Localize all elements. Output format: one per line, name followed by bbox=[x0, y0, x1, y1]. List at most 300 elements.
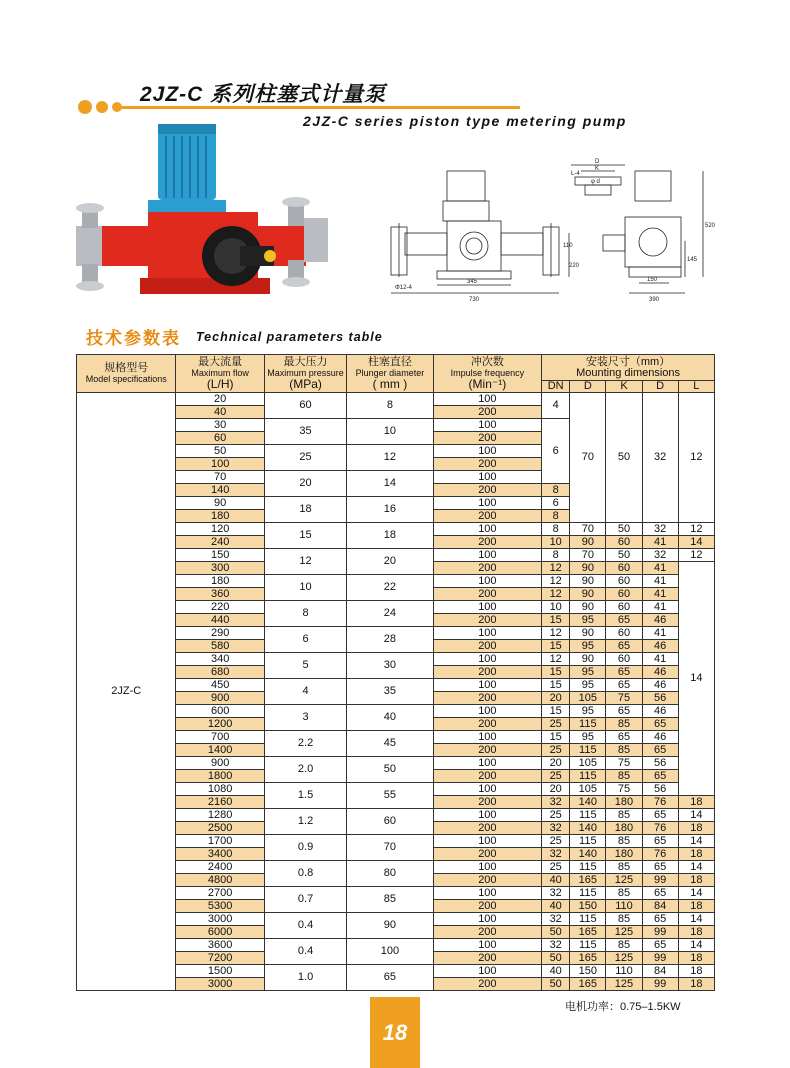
pressure-cell: 2.0 bbox=[264, 757, 346, 783]
plunger-cell: 100 bbox=[347, 939, 433, 965]
d2-cell: 99 bbox=[642, 952, 678, 965]
l-cell: 18 bbox=[678, 952, 714, 965]
frequency-cell: 100 bbox=[433, 705, 542, 718]
plunger-cell: 45 bbox=[347, 731, 433, 757]
motor-power-note: 电机功率：0.75–1.5KW bbox=[565, 1001, 681, 1013]
k-cell: 85 bbox=[606, 913, 642, 926]
dn-cell: 6 bbox=[542, 419, 570, 484]
d2-cell: 41 bbox=[642, 575, 678, 588]
k-cell: 180 bbox=[606, 822, 642, 835]
frequency-cell: 100 bbox=[433, 575, 542, 588]
d2-cell: 41 bbox=[642, 562, 678, 575]
d1-cell: 70 bbox=[570, 523, 606, 536]
l-cell: 14 bbox=[678, 887, 714, 900]
flow-cell: 1500 bbox=[176, 965, 264, 978]
d1-cell: 95 bbox=[570, 679, 606, 692]
frequency-cell: 200 bbox=[433, 822, 542, 835]
plunger-cell: 14 bbox=[347, 471, 433, 497]
frequency-cell: 200 bbox=[433, 562, 542, 575]
k-cell: 60 bbox=[606, 588, 642, 601]
section-title: 技术参数表 bbox=[86, 329, 181, 348]
flow-cell: 2160 bbox=[176, 796, 264, 809]
dn-cell: 10 bbox=[542, 536, 570, 549]
k-cell: 125 bbox=[606, 978, 642, 991]
frequency-cell: 200 bbox=[433, 614, 542, 627]
frequency-cell: 200 bbox=[433, 796, 542, 809]
k-cell: 60 bbox=[606, 627, 642, 640]
plunger-cell: 10 bbox=[347, 419, 433, 445]
dn-cell: 15 bbox=[542, 640, 570, 653]
dn-cell: 25 bbox=[542, 861, 570, 874]
frequency-cell: 100 bbox=[433, 601, 542, 614]
flow-cell: 240 bbox=[176, 536, 264, 549]
frequency-cell: 200 bbox=[433, 640, 542, 653]
frequency-cell: 200 bbox=[433, 666, 542, 679]
pressure-cell: 1.5 bbox=[264, 783, 346, 809]
dim-145: 145 bbox=[687, 257, 698, 263]
pressure-cell: 8 bbox=[264, 601, 346, 627]
d1-cell: 115 bbox=[570, 718, 606, 731]
flow-cell: 450 bbox=[176, 679, 264, 692]
dim-k: K bbox=[595, 166, 600, 172]
l-cell: 14 bbox=[678, 913, 714, 926]
frequency-cell: 200 bbox=[433, 458, 542, 471]
plunger-cell: 50 bbox=[347, 757, 433, 783]
dim-150: 150 bbox=[647, 277, 658, 283]
plunger-cell: 85 bbox=[347, 887, 433, 913]
d2-cell: 65 bbox=[642, 718, 678, 731]
d1-cell: 95 bbox=[570, 640, 606, 653]
l-cell: 18 bbox=[678, 965, 714, 978]
flow-cell: 20 bbox=[176, 393, 264, 406]
pressure-cell: 25 bbox=[264, 445, 346, 471]
plunger-cell: 90 bbox=[347, 913, 433, 939]
pressure-cell: 60 bbox=[264, 393, 346, 419]
flow-cell: 2400 bbox=[176, 861, 264, 874]
d1-cell: 115 bbox=[570, 770, 606, 783]
l-cell: 14 bbox=[678, 809, 714, 822]
frequency-cell: 100 bbox=[433, 523, 542, 536]
k-cell: 125 bbox=[606, 874, 642, 887]
flow-cell: 150 bbox=[176, 549, 264, 562]
page-number: 18 bbox=[370, 997, 420, 1068]
dim-d: D bbox=[595, 159, 600, 165]
d2-cell: 41 bbox=[642, 653, 678, 666]
frequency-cell: 200 bbox=[433, 952, 542, 965]
header-model: 规格型号 Model specifications bbox=[77, 355, 176, 393]
dot-icon bbox=[96, 101, 108, 113]
plunger-cell: 20 bbox=[347, 549, 433, 575]
d1-cell: 115 bbox=[570, 887, 606, 900]
dn-cell: 40 bbox=[542, 874, 570, 887]
k-cell: 85 bbox=[606, 835, 642, 848]
d1-cell: 115 bbox=[570, 744, 606, 757]
d1-cell: 70 bbox=[570, 549, 606, 562]
dn-cell: 32 bbox=[542, 913, 570, 926]
frequency-cell: 200 bbox=[433, 536, 542, 549]
k-cell: 65 bbox=[606, 614, 642, 627]
flow-cell: 1080 bbox=[176, 783, 264, 796]
d1-cell: 140 bbox=[570, 848, 606, 861]
k-cell: 85 bbox=[606, 939, 642, 952]
dot-icon bbox=[78, 100, 92, 114]
d2-cell: 65 bbox=[642, 809, 678, 822]
dimension-drawing bbox=[385, 153, 715, 305]
dn-cell: 12 bbox=[542, 562, 570, 575]
dn-cell: 25 bbox=[542, 809, 570, 822]
frequency-cell: 100 bbox=[433, 653, 542, 666]
d1-cell: 140 bbox=[570, 822, 606, 835]
frequency-cell: 100 bbox=[433, 861, 542, 874]
dim-730: 730 bbox=[469, 297, 480, 303]
plunger-cell: 16 bbox=[347, 497, 433, 523]
d1-cell: 150 bbox=[570, 900, 606, 913]
k-cell: 65 bbox=[606, 705, 642, 718]
d1-cell: 70 bbox=[570, 393, 606, 523]
k-cell: 60 bbox=[606, 536, 642, 549]
dn-cell: 12 bbox=[542, 653, 570, 666]
d2-cell: 32 bbox=[642, 393, 678, 523]
flow-cell: 120 bbox=[176, 523, 264, 536]
dn-cell: 12 bbox=[542, 575, 570, 588]
d2-cell: 46 bbox=[642, 731, 678, 744]
flow-cell: 2700 bbox=[176, 887, 264, 900]
k-cell: 180 bbox=[606, 848, 642, 861]
d2-cell: 56 bbox=[642, 783, 678, 796]
frequency-cell: 100 bbox=[433, 549, 542, 562]
dn-cell: 32 bbox=[542, 887, 570, 900]
dim-bolt: Φ12-4 bbox=[395, 285, 412, 291]
l-cell: 14 bbox=[678, 861, 714, 874]
d1-cell: 90 bbox=[570, 588, 606, 601]
d2-cell: 65 bbox=[642, 887, 678, 900]
d2-cell: 84 bbox=[642, 965, 678, 978]
dn-cell: 8 bbox=[542, 549, 570, 562]
d1-cell: 95 bbox=[570, 614, 606, 627]
pressure-cell: 3 bbox=[264, 705, 346, 731]
pressure-cell: 4 bbox=[264, 679, 346, 705]
d1-cell: 105 bbox=[570, 783, 606, 796]
d1-cell: 90 bbox=[570, 575, 606, 588]
pressure-cell: 35 bbox=[264, 419, 346, 445]
k-cell: 180 bbox=[606, 796, 642, 809]
header-d1: D bbox=[570, 381, 606, 393]
frequency-cell: 100 bbox=[433, 835, 542, 848]
frequency-cell: 200 bbox=[433, 432, 542, 445]
d2-cell: 46 bbox=[642, 666, 678, 679]
pressure-cell: 0.4 bbox=[264, 939, 346, 965]
dn-cell: 12 bbox=[542, 588, 570, 601]
pressure-cell: 6 bbox=[264, 627, 346, 653]
d2-cell: 65 bbox=[642, 913, 678, 926]
l-cell: 12 bbox=[678, 523, 714, 536]
d2-cell: 56 bbox=[642, 757, 678, 770]
plunger-cell: 70 bbox=[347, 835, 433, 861]
pressure-cell: 0.9 bbox=[264, 835, 346, 861]
k-cell: 85 bbox=[606, 809, 642, 822]
pump-photo bbox=[70, 118, 332, 313]
pressure-cell: 1.2 bbox=[264, 809, 346, 835]
frequency-cell: 200 bbox=[433, 770, 542, 783]
flow-cell: 1400 bbox=[176, 744, 264, 757]
k-cell: 125 bbox=[606, 952, 642, 965]
l-cell: 18 bbox=[678, 796, 714, 809]
pressure-cell: 0.8 bbox=[264, 861, 346, 887]
dn-cell: 32 bbox=[542, 796, 570, 809]
d2-cell: 76 bbox=[642, 796, 678, 809]
dn-cell: 40 bbox=[542, 965, 570, 978]
plunger-cell: 60 bbox=[347, 809, 433, 835]
d2-cell: 65 bbox=[642, 770, 678, 783]
l-cell: 18 bbox=[678, 900, 714, 913]
dn-cell: 20 bbox=[542, 757, 570, 770]
flow-cell: 340 bbox=[176, 653, 264, 666]
l-cell: 14 bbox=[678, 939, 714, 952]
flow-cell: 360 bbox=[176, 588, 264, 601]
d1-cell: 95 bbox=[570, 666, 606, 679]
dn-cell: 10 bbox=[542, 601, 570, 614]
k-cell: 65 bbox=[606, 666, 642, 679]
flow-cell: 290 bbox=[176, 627, 264, 640]
k-cell: 60 bbox=[606, 653, 642, 666]
flow-cell: 3400 bbox=[176, 848, 264, 861]
frequency-cell: 100 bbox=[433, 497, 542, 510]
flow-cell: 5300 bbox=[176, 900, 264, 913]
frequency-cell: 100 bbox=[433, 445, 542, 458]
d1-cell: 90 bbox=[570, 536, 606, 549]
flow-cell: 1280 bbox=[176, 809, 264, 822]
flow-cell: 50 bbox=[176, 445, 264, 458]
header-l: L bbox=[678, 381, 714, 393]
pressure-cell: 5 bbox=[264, 653, 346, 679]
pressure-cell: 10 bbox=[264, 575, 346, 601]
flow-cell: 4800 bbox=[176, 874, 264, 887]
dn-cell: 8 bbox=[542, 484, 570, 497]
frequency-cell: 200 bbox=[433, 406, 542, 419]
l-cell: 14 bbox=[678, 562, 714, 796]
dn-cell: 15 bbox=[542, 614, 570, 627]
d1-cell: 90 bbox=[570, 601, 606, 614]
k-cell: 60 bbox=[606, 601, 642, 614]
dn-cell: 15 bbox=[542, 705, 570, 718]
flow-cell: 1800 bbox=[176, 770, 264, 783]
frequency-cell: 100 bbox=[433, 471, 542, 484]
k-cell: 110 bbox=[606, 965, 642, 978]
frequency-cell: 200 bbox=[433, 744, 542, 757]
dn-cell: 15 bbox=[542, 731, 570, 744]
d2-cell: 56 bbox=[642, 692, 678, 705]
plunger-cell: 30 bbox=[347, 653, 433, 679]
k-cell: 60 bbox=[606, 562, 642, 575]
dn-cell: 25 bbox=[542, 718, 570, 731]
frequency-cell: 100 bbox=[433, 731, 542, 744]
dn-cell: 40 bbox=[542, 900, 570, 913]
l-cell: 14 bbox=[678, 835, 714, 848]
l-cell: 18 bbox=[678, 926, 714, 939]
pressure-cell: 12 bbox=[264, 549, 346, 575]
d2-cell: 65 bbox=[642, 861, 678, 874]
frequency-cell: 100 bbox=[433, 679, 542, 692]
flow-cell: 440 bbox=[176, 614, 264, 627]
l-cell: 18 bbox=[678, 822, 714, 835]
k-cell: 85 bbox=[606, 887, 642, 900]
frequency-cell: 100 bbox=[433, 783, 542, 796]
model-cell: 2JZ-C bbox=[77, 393, 176, 991]
frequency-cell: 200 bbox=[433, 900, 542, 913]
d2-cell: 41 bbox=[642, 536, 678, 549]
k-cell: 50 bbox=[606, 549, 642, 562]
plunger-cell: 55 bbox=[347, 783, 433, 809]
dn-cell: 50 bbox=[542, 926, 570, 939]
dim-220: 220 bbox=[569, 263, 580, 269]
frequency-cell: 200 bbox=[433, 926, 542, 939]
d2-cell: 46 bbox=[642, 640, 678, 653]
header-pressure: 最大压力 Maximum pressure (MPa) bbox=[264, 355, 346, 393]
table-body bbox=[77, 393, 715, 991]
frequency-cell: 100 bbox=[433, 757, 542, 770]
d1-cell: 105 bbox=[570, 692, 606, 705]
header-frequency: 冲次数 Impulse frequency (Min⁻¹) bbox=[433, 355, 542, 393]
d2-cell: 46 bbox=[642, 614, 678, 627]
frequency-cell: 100 bbox=[433, 965, 542, 978]
d1-cell: 95 bbox=[570, 705, 606, 718]
header-flow: 最大流量 Maximum flow (L/H) bbox=[176, 355, 264, 393]
flow-cell: 700 bbox=[176, 731, 264, 744]
d2-cell: 65 bbox=[642, 744, 678, 757]
flow-cell: 3000 bbox=[176, 913, 264, 926]
flow-cell: 70 bbox=[176, 471, 264, 484]
k-cell: 65 bbox=[606, 679, 642, 692]
d2-cell: 41 bbox=[642, 588, 678, 601]
d1-cell: 115 bbox=[570, 939, 606, 952]
header-d2: D bbox=[642, 381, 678, 393]
flow-cell: 7200 bbox=[176, 952, 264, 965]
d2-cell: 41 bbox=[642, 601, 678, 614]
frequency-cell: 200 bbox=[433, 484, 542, 497]
d1-cell: 90 bbox=[570, 627, 606, 640]
dn-cell: 32 bbox=[542, 939, 570, 952]
header-k: K bbox=[606, 381, 642, 393]
frequency-cell: 100 bbox=[433, 939, 542, 952]
d2-cell: 99 bbox=[642, 926, 678, 939]
d2-cell: 76 bbox=[642, 848, 678, 861]
flow-cell: 900 bbox=[176, 757, 264, 770]
dn-cell: 8 bbox=[542, 510, 570, 523]
flow-cell: 220 bbox=[176, 601, 264, 614]
flow-cell: 180 bbox=[176, 510, 264, 523]
frequency-cell: 200 bbox=[433, 848, 542, 861]
pressure-cell: 18 bbox=[264, 497, 346, 523]
header-dn: DN bbox=[542, 381, 570, 393]
frequency-cell: 100 bbox=[433, 913, 542, 926]
frequency-cell: 100 bbox=[433, 809, 542, 822]
table-row bbox=[77, 393, 715, 406]
frequency-cell: 200 bbox=[433, 978, 542, 991]
header-dots bbox=[78, 97, 122, 117]
frequency-cell: 200 bbox=[433, 692, 542, 705]
l-cell: 12 bbox=[678, 393, 714, 523]
dim-phi-d: φ d bbox=[591, 179, 600, 185]
pressure-cell: 1.0 bbox=[264, 965, 346, 991]
pressure-cell: 0.4 bbox=[264, 913, 346, 939]
d2-cell: 99 bbox=[642, 874, 678, 887]
l-cell: 18 bbox=[678, 848, 714, 861]
k-cell: 85 bbox=[606, 718, 642, 731]
flow-cell: 600 bbox=[176, 705, 264, 718]
flow-cell: 100 bbox=[176, 458, 264, 471]
page-subtitle: 2JZ-C series piston type metering pump bbox=[303, 113, 627, 129]
k-cell: 65 bbox=[606, 640, 642, 653]
plunger-cell: 18 bbox=[347, 523, 433, 549]
plunger-cell: 28 bbox=[347, 627, 433, 653]
k-cell: 65 bbox=[606, 731, 642, 744]
pressure-cell: 0.7 bbox=[264, 887, 346, 913]
d1-cell: 115 bbox=[570, 809, 606, 822]
dim-345: 345 bbox=[467, 279, 478, 285]
frequency-cell: 100 bbox=[433, 393, 542, 406]
l-cell: 14 bbox=[678, 536, 714, 549]
d2-cell: 32 bbox=[642, 549, 678, 562]
d1-cell: 90 bbox=[570, 653, 606, 666]
frequency-cell: 200 bbox=[433, 510, 542, 523]
flow-cell: 40 bbox=[176, 406, 264, 419]
k-cell: 125 bbox=[606, 926, 642, 939]
k-cell: 60 bbox=[606, 575, 642, 588]
l-cell: 18 bbox=[678, 874, 714, 887]
page-title: 2JZ-C 系列柱塞式计量泵 bbox=[140, 83, 387, 106]
d2-cell: 32 bbox=[642, 523, 678, 536]
flow-cell: 2500 bbox=[176, 822, 264, 835]
d1-cell: 115 bbox=[570, 913, 606, 926]
plunger-cell: 12 bbox=[347, 445, 433, 471]
flow-cell: 680 bbox=[176, 666, 264, 679]
dn-cell: 50 bbox=[542, 978, 570, 991]
k-cell: 110 bbox=[606, 900, 642, 913]
d2-cell: 76 bbox=[642, 822, 678, 835]
flow-cell: 1700 bbox=[176, 835, 264, 848]
pressure-cell: 20 bbox=[264, 471, 346, 497]
d1-cell: 90 bbox=[570, 562, 606, 575]
d2-cell: 65 bbox=[642, 939, 678, 952]
plunger-cell: 80 bbox=[347, 861, 433, 887]
dn-cell: 25 bbox=[542, 744, 570, 757]
parameters-table bbox=[76, 354, 715, 991]
d1-cell: 165 bbox=[570, 926, 606, 939]
d1-cell: 150 bbox=[570, 965, 606, 978]
d2-cell: 99 bbox=[642, 978, 678, 991]
pressure-cell: 2.2 bbox=[264, 731, 346, 757]
section-subtitle: Technical parameters table bbox=[196, 330, 383, 344]
dn-cell: 32 bbox=[542, 848, 570, 861]
frequency-cell: 100 bbox=[433, 627, 542, 640]
d2-cell: 65 bbox=[642, 835, 678, 848]
dn-cell: 15 bbox=[542, 679, 570, 692]
dn-cell: 50 bbox=[542, 952, 570, 965]
header-plunger: 柱塞直径 Plunger diameter ( mm ) bbox=[347, 355, 433, 393]
header-mounting: 安装尺寸（mm） Mounting dimensions bbox=[542, 355, 715, 381]
dn-cell: 20 bbox=[542, 783, 570, 796]
dn-cell: 25 bbox=[542, 835, 570, 848]
dn-cell: 12 bbox=[542, 627, 570, 640]
plunger-cell: 65 bbox=[347, 965, 433, 991]
flow-cell: 3000 bbox=[176, 978, 264, 991]
flow-cell: 3600 bbox=[176, 939, 264, 952]
flow-cell: 300 bbox=[176, 562, 264, 575]
plunger-cell: 22 bbox=[347, 575, 433, 601]
dn-cell: 8 bbox=[542, 523, 570, 536]
plunger-cell: 40 bbox=[347, 705, 433, 731]
d1-cell: 165 bbox=[570, 874, 606, 887]
